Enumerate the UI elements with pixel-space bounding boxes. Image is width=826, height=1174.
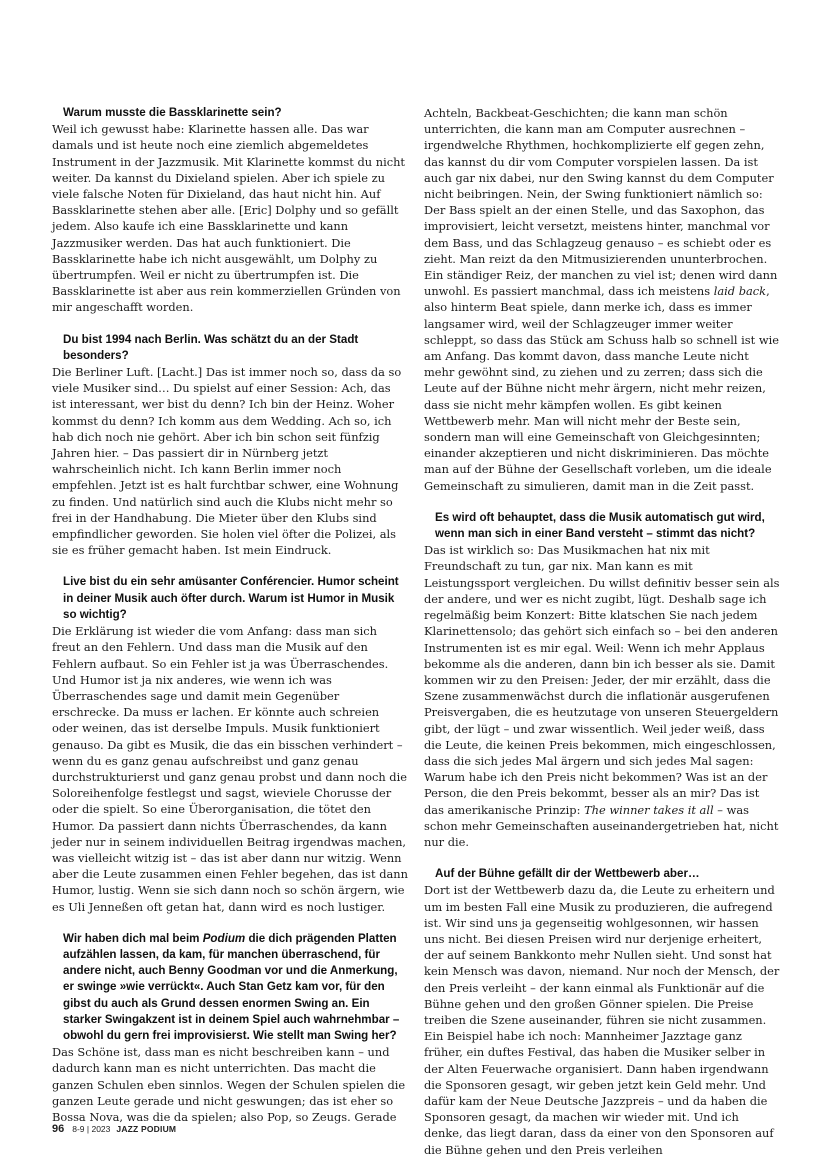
answer <box>424 105 780 494</box>
answer-text: Achteln, Backbeat-Geschichten; die kann man schön unterrichten, die kann man am Computer ausrechnen – irgendwelche Rhythmen, hochkomplizierte elf gegen zehn, das kannst du dir vom Computer vorspielen lassen. Da ist auch gar nix dabei, nur den Swing kannst du dem Computer nicht beibringen. Nein, der Swing funktioniert nämlich so: Der Bass spielt an der einen Stelle, und das Saxophon, das improvisiert, leicht versetzt, meistens hinter, manchmal vor dem Bass, und das Schlagzeug genauso – es schiebt oder es zieht. Man reizt da den Mitmusizierenden ununterbrochen. Ein ständiger Reiz, der manchen zu viel ist; denen wird dann unwohl. Es passiert manchmal, dass ich meistens <box>424 106 778 299</box>
answer: Weil ich gewusst habe: Klarinette hassen alle. Das war damals und ist heute noch eine ziemlich abgemeldetes Instrument in der Jazzmusik. Mit Klarinette kommst du nicht weiter. Da kannst du Dixieland spielen. Aber ich spiele zu viele falsche Noten für Dixieland, das haut nicht hin. Auf Bassklarinette stehen aber alle. [Eric] Dolphy und so gefällt jedem. Also kaufe ich eine Bassklarinette und kann Jazzmusiker werden. Das hat auch funktioniert. Die Bassklarinette habe ich nicht ausgewählt, um Dolphy zu übertrumpfen. Weil er nicht zu übertrumpfen ist. Die Bassklarinette ist aber aus rein kommerziellen Gründen von mir angeschafft worden. <box>52 122 405 315</box>
question: Es wird oft behauptet, dass die Musik automatisch gut wird, wenn man sich in einer Band versteht – stimmt das nicht? <box>435 510 765 541</box>
magazine-name: JAZZ PODIUM <box>116 1124 177 1134</box>
answer: Die Erklärung ist wieder die vom Anfang: dass man sich freut an den Fehlern. Und dass man die Musik auf den Fehlern aufbaut. So ein Fehler ist ja was Überraschendes. Und Humor ist ja nix anderes, wie wenn ich was Überraschendes sage und damit mein Gegenüber erschrecke. Da muss er lachen. Er könnte auch schreien oder weinen, das ist derselbe Impuls. Musik funktioniert genauso. Da gibt es Musik, die das ein bisschen verhindert – wenn du es ganz genau aufschreibst und ganz genau durchstrukturierst und ganz genau probst und dann noch die Soloreihenfolge festlegst und sagst, wieviele Chorusse der oder die spielt. So eine Überorganisation, die tötet den Humor. Da passiert dann nichts Überraschendes, da kann jeder nur in seinem individuellen Beitrag irgendwas machen, was vielleicht witzig ist – das ist aber dann nur witzig. Wenn aber die Leute zusammen einen Fehler begehen, das ist dann Humor, lustig. Wenn sie sich dann noch so schön ärgern, wie es Uli Jenneßen oft getan hat, dann wird es noch lustiger. <box>52 624 408 914</box>
question <box>63 931 408 1044</box>
question-emphasis: Podium <box>202 931 246 945</box>
left-column <box>52 105 408 1141</box>
page-number: 96 <box>52 1123 65 1135</box>
question: Live bist du ein sehr amüsanter Conférencier. Humor scheint in deiner Musik auch öfter durch. Warum ist Humor in Musik so wichtig? <box>63 575 399 621</box>
question-text: Wir haben dich mal beim <box>63 931 203 945</box>
answer: Dort ist der Wettbewerb dazu da, die Leute zu erheitern und um im besten Fall eine Musik zu produzieren, die aufregend ist. Wir sind uns ja gegenseitig wohlgesonnen, wir hassen uns nicht. Bei diesen Preisen wird nur derjenige erheitert, der auf seinem Bankkonto mehr Nullen sieht. Und sonst hat kein Mensch was davon, niemand. Nur noch der Mensch, der den Preis verleiht – der kann einmal als Funktionär auf die Bühne gehen und den großen Gönner spielen. Die Preise treiben die Szene auseinander, führen sie nicht zusammen. Ein Beispiel habe ich noch: Mannheimer Jazztage ganz früher, ein duftes Festival, das haben die Musiker selber in der Alten Feuerwache organisiert. Dann haben irgendwann die Sponsoren gesagt, wir geben jetzt kein Geld mehr. Und dafür kam der Neue Deutsche Jazzpreis – und da haben die Sponsoren gesagt, da machen wir wieder mit. Und ich denke, das liegt daran, dass da einer von den Sponsoren auf die Bühne gehen und den Preis verleihen <box>424 883 780 1157</box>
answer-emphasis: The winner takes it all <box>584 802 714 817</box>
answer-text: , also hinterm Beat spiele, dann merke ich, dass es immer langsamer wird, weil der Schlagzeuger immer weiter schleppt, so dass das Stück am Schuss halb so schnell ist wie am Anfang. Das kommt davon, dass manche Leute nicht mehr gewöhnt sind, zu ziehen und zu zerren; dass sich die Leute auf der Bühne nicht mehr ärgern, nicht mehr reizen, dass sie nicht mehr kämpfen wollen. Es gibt keinen Wettbewerb mehr. Man will nicht mehr der Beste sein, sondern man will eine Gemeinschaft von Gleichgesinnten; einander akzeptieren und nicht diskriminieren. Das möchte man auf der Bühne der Gesellschaft vorleben, um die ideale Gemeinschaft zu simulieren, damit man in die Zeit passt. <box>424 284 779 493</box>
page-footer <box>52 1123 176 1135</box>
question-text: die dich prägenden Platten aufzählen lassen, da kam, für manchen überraschend, für andere nicht, auch Benny Goodman vor und die Anmerkung, er swinge »wie verrückt«. Auch Stan Getz kam vor, für den gibst du auch als Grund dessen enormen Swing an. Ein starker Swingakzent ist in deinem Spiel auch wahrnehmbar – obwohl du gern frei improvisierst. Wie stellt man Swing her? <box>63 931 400 1042</box>
answer: Das Schöne ist, dass man es nicht beschreiben kann – und dadurch kann man es nicht unterrichten. Das macht die ganzen Schulen eben sinnlos. Wegen der Schulen spielen die ganzen Leute gerade und nicht geswungen; das ist eher so Bossa Nova, was die da spielen; also Pop, so Zeugs. Gerade <box>52 1045 406 1124</box>
answer-text: Das ist wirklich so: Das Musikmachen hat nix mit Freundschaft zu tun, gar nix. Man kann es mit Leistungssport vergleichen. Du willst definitiv besser sein als der andere, und wer es nicht zugibt, lügt. Deshalb sage ich regelmäßig beim Konzert: Bitte klatschen Sie nach jedem Klarinettensolo; das gehört sich einfach so – bei den anderen Instrumenten ist es mir egal. Weil: Wenn ich mehr Applaus bekomme als die anderen, dann bin ich besser als sie. Damit kommen wir zu den Preisen: Jeder, der mir erzählt, dass die Szene zusammenwächst durch die inflationär ausgerufenen Preisvergaben, die es heutzutage von unseren Steuergeldern gibt, der lügt – und zwar wissentlich. Weil jeder weiß, dass die Leute, die keinen Preis bekommen, mich eingeschlossen, dass die sich jedes Mal ärgern und sich jedes Mal sagen: Warum habe ich den Preis nicht bekommen? Was ist an der Person, die den Preis bekommt, besser als an mir? Das ist das amerikanische Prinzip: <box>424 543 780 817</box>
issue-date: 8-9 | 2023 <box>72 1124 111 1134</box>
answer-text: – was schon mehr Gemeinschaften auseinandergetrieben hat, nicht nur die. <box>424 802 779 849</box>
question: Auf der Bühne gefällt dir der Wettbewerb aber… <box>435 867 700 881</box>
answer: Die Berliner Luft. [Lacht.] Das ist immer noch so, dass da so viele Musiker sind… Du spielst auf einer Session: Ach, das ist interessant, wer bist du denn? Ich bin der Heinz. Woher kommst du denn? Ich komm aus dem Wedding. Ach so, ich hab dich noch nie gehört. Aber ich bin schon seit fünfzig Jahren hier. – Das passiert dir in Nürnberg jetzt wahrscheinlich nicht. Ich kann Berlin immer noch empfehlen. Jetzt ist es halt furchtbar schwer, eine Wohnung zu finden. Und natürlich sind auch die Klubs nicht mehr so frei in der Handhabung. Die Mieter über den Klubs sind empfindlicher geworden. Sie holen viel öfter die Polizei, als sie es früher gemacht haben. Ist mein Eindruck. <box>52 365 402 558</box>
question: Warum musste die Bassklarinette sein? <box>63 106 282 119</box>
answer-emphasis: laid back <box>713 284 767 299</box>
question: Du bist 1994 nach Berlin. Was schätzt du an der Stadt besonders? <box>63 332 359 362</box>
right-column <box>424 105 780 1174</box>
answer <box>424 542 780 850</box>
